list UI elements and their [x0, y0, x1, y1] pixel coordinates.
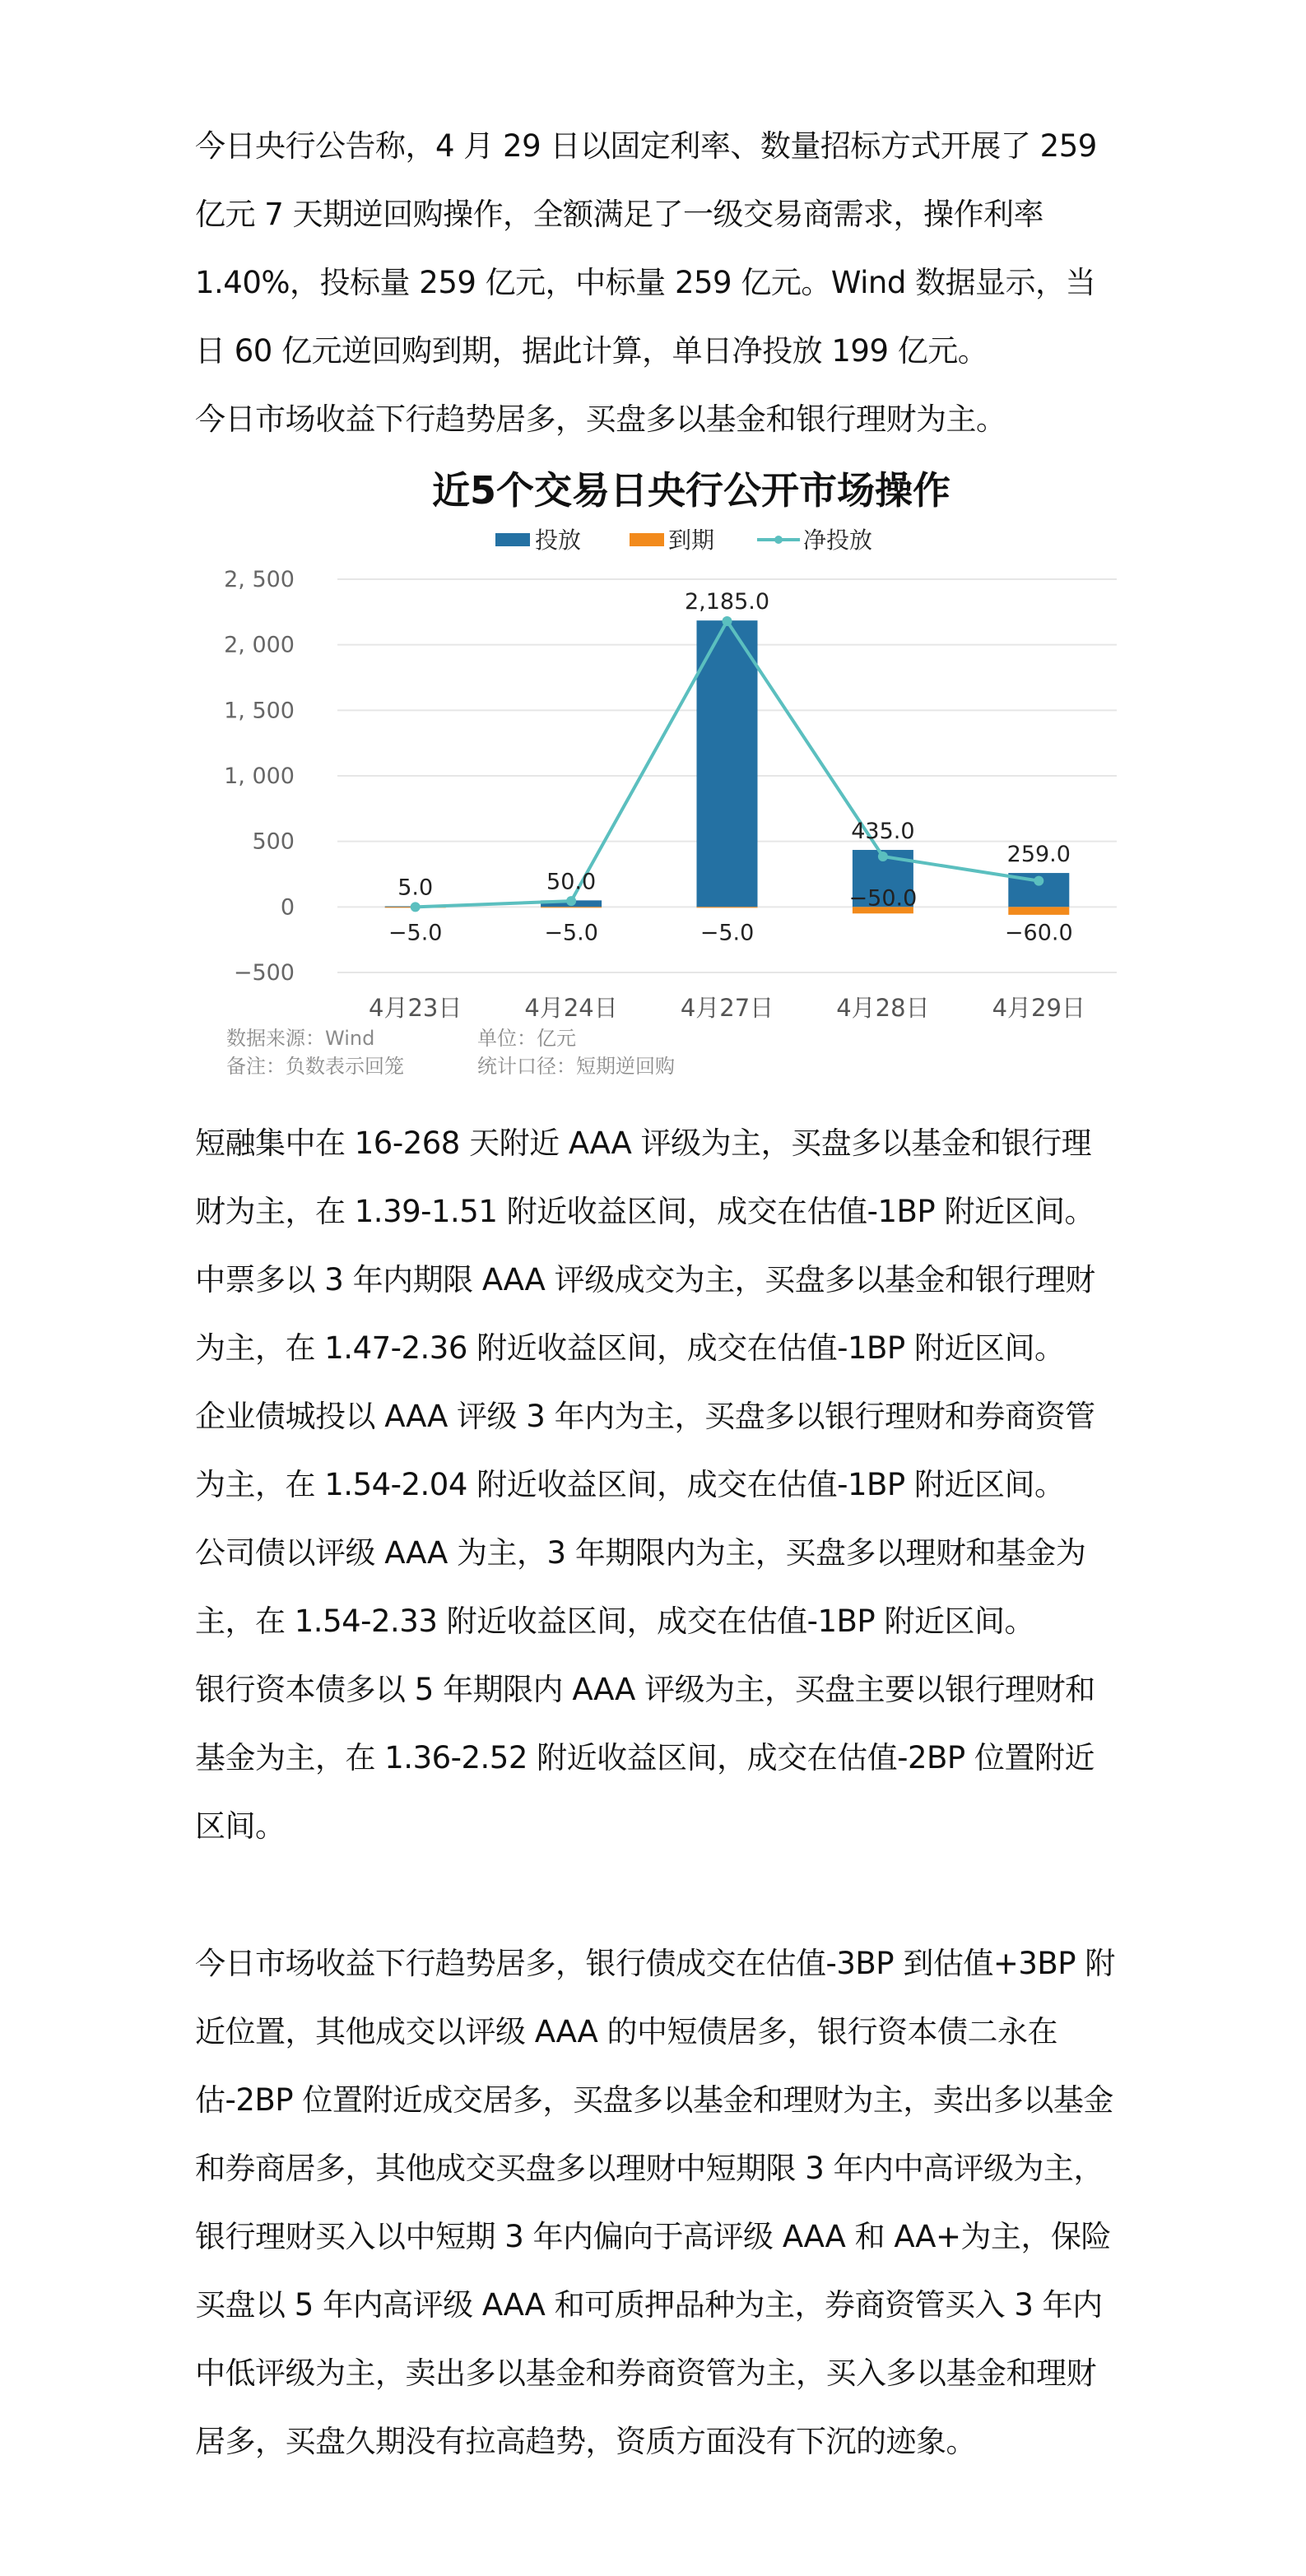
data-label-tou-fang: 50.0 — [546, 869, 597, 895]
y-tick-label: 500 — [252, 828, 295, 855]
bar-dao-qi — [1008, 907, 1069, 915]
data-label-dao-qi: −60.0 — [1004, 920, 1073, 946]
y-tick-label: −500 — [233, 960, 295, 986]
legend-marker-jing-tou-fang — [774, 536, 783, 544]
y-tick-label: 1, 500 — [224, 698, 295, 724]
data-label-dao-qi: −5.0 — [388, 920, 443, 946]
paragraph-corporate-bonds: 公司债以评级 AAA 为主，3 年期限内为主，买盘多以理财和基金为主，在 1.54-2.33 附近收益区间，成交在估值-1BP 附近区间。 — [195, 1535, 1086, 1639]
bar-tou-fang — [697, 620, 758, 907]
x-tick-label: 4月24日 — [524, 994, 618, 1022]
note-unit: 单位：亿元 — [477, 1027, 576, 1050]
omo-chart — [189, 444, 1136, 1094]
legend-swatch-tou-fang — [495, 533, 530, 546]
paragraph-market-detail: 今日市场收益下行趋势居多，银行债成交在估值-3BP 到估值+3BP 附近位置，其他成交以评级 AAA 的中短债居多，银行资本债二永在估-2BP 位置附近成交居多，买盘多以基金和理财为主，卖出多以基金和券商居多，其他成交买盘多以理财中短期限 3 年内中高评级为主，银行理财买入以中短期 3 年内偏向于高评级 AAA 和 AA+为主，保险买盘以 5 年内高评级 AAA 和可质押品种为主，券商资管买入 3 年内中低评级为主，卖出多以基金和券商资管为主，买入多以基金和理财居多，买盘久期没有拉高趋势，资质方面没有下沉的迹象。 — [195, 1946, 1115, 2459]
data-label-dao-qi: −50.0 — [848, 885, 918, 912]
note-remark: 备注：负数表示回笼 — [226, 1055, 404, 1078]
paragraph-market-summary: 今日市场收益下行趋势居多，买盘多以基金和银行理财为主。 — [195, 401, 1006, 437]
legend-swatch-dao-qi — [630, 533, 664, 546]
point-jing-tou-fang — [723, 616, 732, 626]
y-tick-label: 2, 500 — [224, 567, 295, 592]
note-scope: 统计口径：短期逆回购 — [477, 1055, 675, 1078]
point-jing-tou-fang — [411, 902, 421, 912]
paragraph-medium-term-notes: 中票多以 3 年内期限 AAA 评级成交为主，买盘多以基金和银行理财为主，在 1.47-2.36 附近收益区间，成交在估值-1BP 附近区间。 — [195, 1262, 1095, 1366]
data-label-dao-qi: −5.0 — [544, 920, 598, 946]
legend-label-tou-fang: 投放 — [535, 527, 582, 554]
y-tick-label: 1, 000 — [224, 764, 295, 789]
note-source: 数据来源：Wind — [226, 1027, 375, 1050]
paragraph-pboc-announcement: 今日央行公告称，4 月 29 日以固定利率、数量招标方式开展了 259 亿元 7 天期逆回购操作，全额满足了一级交易商需求，操作利率 1.40%，投标量 259 亿元，中标量 259 亿元。Wind 数据显示，当日 60 亿元逆回购到期，据此计算，单日净投放 199 亿元。 — [195, 128, 1097, 369]
point-jing-tou-fang — [566, 896, 576, 906]
x-tick-label: 4月27日 — [680, 994, 774, 1022]
data-label-tou-fang: 435.0 — [851, 819, 915, 845]
x-axis-ticks — [369, 994, 1085, 1022]
paragraph-enterprise-bonds: 企业债城投以 AAA 评级 3 年内为主，买盘多以银行理财和券商资管为主，在 1.54-2.04 附近收益区间，成交在估值-1BP 附近区间。 — [195, 1399, 1095, 1502]
data-label-tou-fang: 2,185.0 — [684, 589, 770, 615]
x-tick-label: 4月28日 — [836, 994, 930, 1022]
paragraph-bank-capital-bonds: 银行资本债多以 5 年期限内 AAA 评级为主，买盘主要以银行理财和基金为主，在 1.36-2.52 附近收益区间，成交在估值-2BP 位置附近区间。 — [195, 1672, 1095, 1844]
x-tick-label: 4月29日 — [992, 994, 1085, 1022]
legend — [495, 527, 872, 554]
y-tick-label: 0 — [280, 894, 295, 921]
chart-notes — [226, 1027, 675, 1078]
chart-title: 近5个交易日央行公开市场操作 — [431, 468, 951, 513]
data-label-tou-fang: 259.0 — [1006, 842, 1071, 868]
y-tick-label: 2, 000 — [224, 632, 295, 658]
point-jing-tou-fang — [878, 852, 888, 861]
data-label-dao-qi: −5.0 — [699, 920, 755, 946]
y-axis-ticks — [224, 567, 295, 986]
legend-label-jing-tou-fang: 净投放 — [803, 527, 873, 554]
data-label-tou-fang: 5.0 — [397, 875, 434, 901]
x-tick-label: 4月23日 — [369, 994, 462, 1022]
point-jing-tou-fang — [1034, 876, 1043, 886]
paragraph-short-term-notes: 短融集中在 16-268 天附近 AAA 评级为主，买盘多以基金和银行理财为主，在 1.39-1.51 附近收益区间，成交在估值-1BP 附近区间。 — [195, 1126, 1095, 1229]
legend-label-dao-qi: 到期 — [668, 527, 715, 554]
